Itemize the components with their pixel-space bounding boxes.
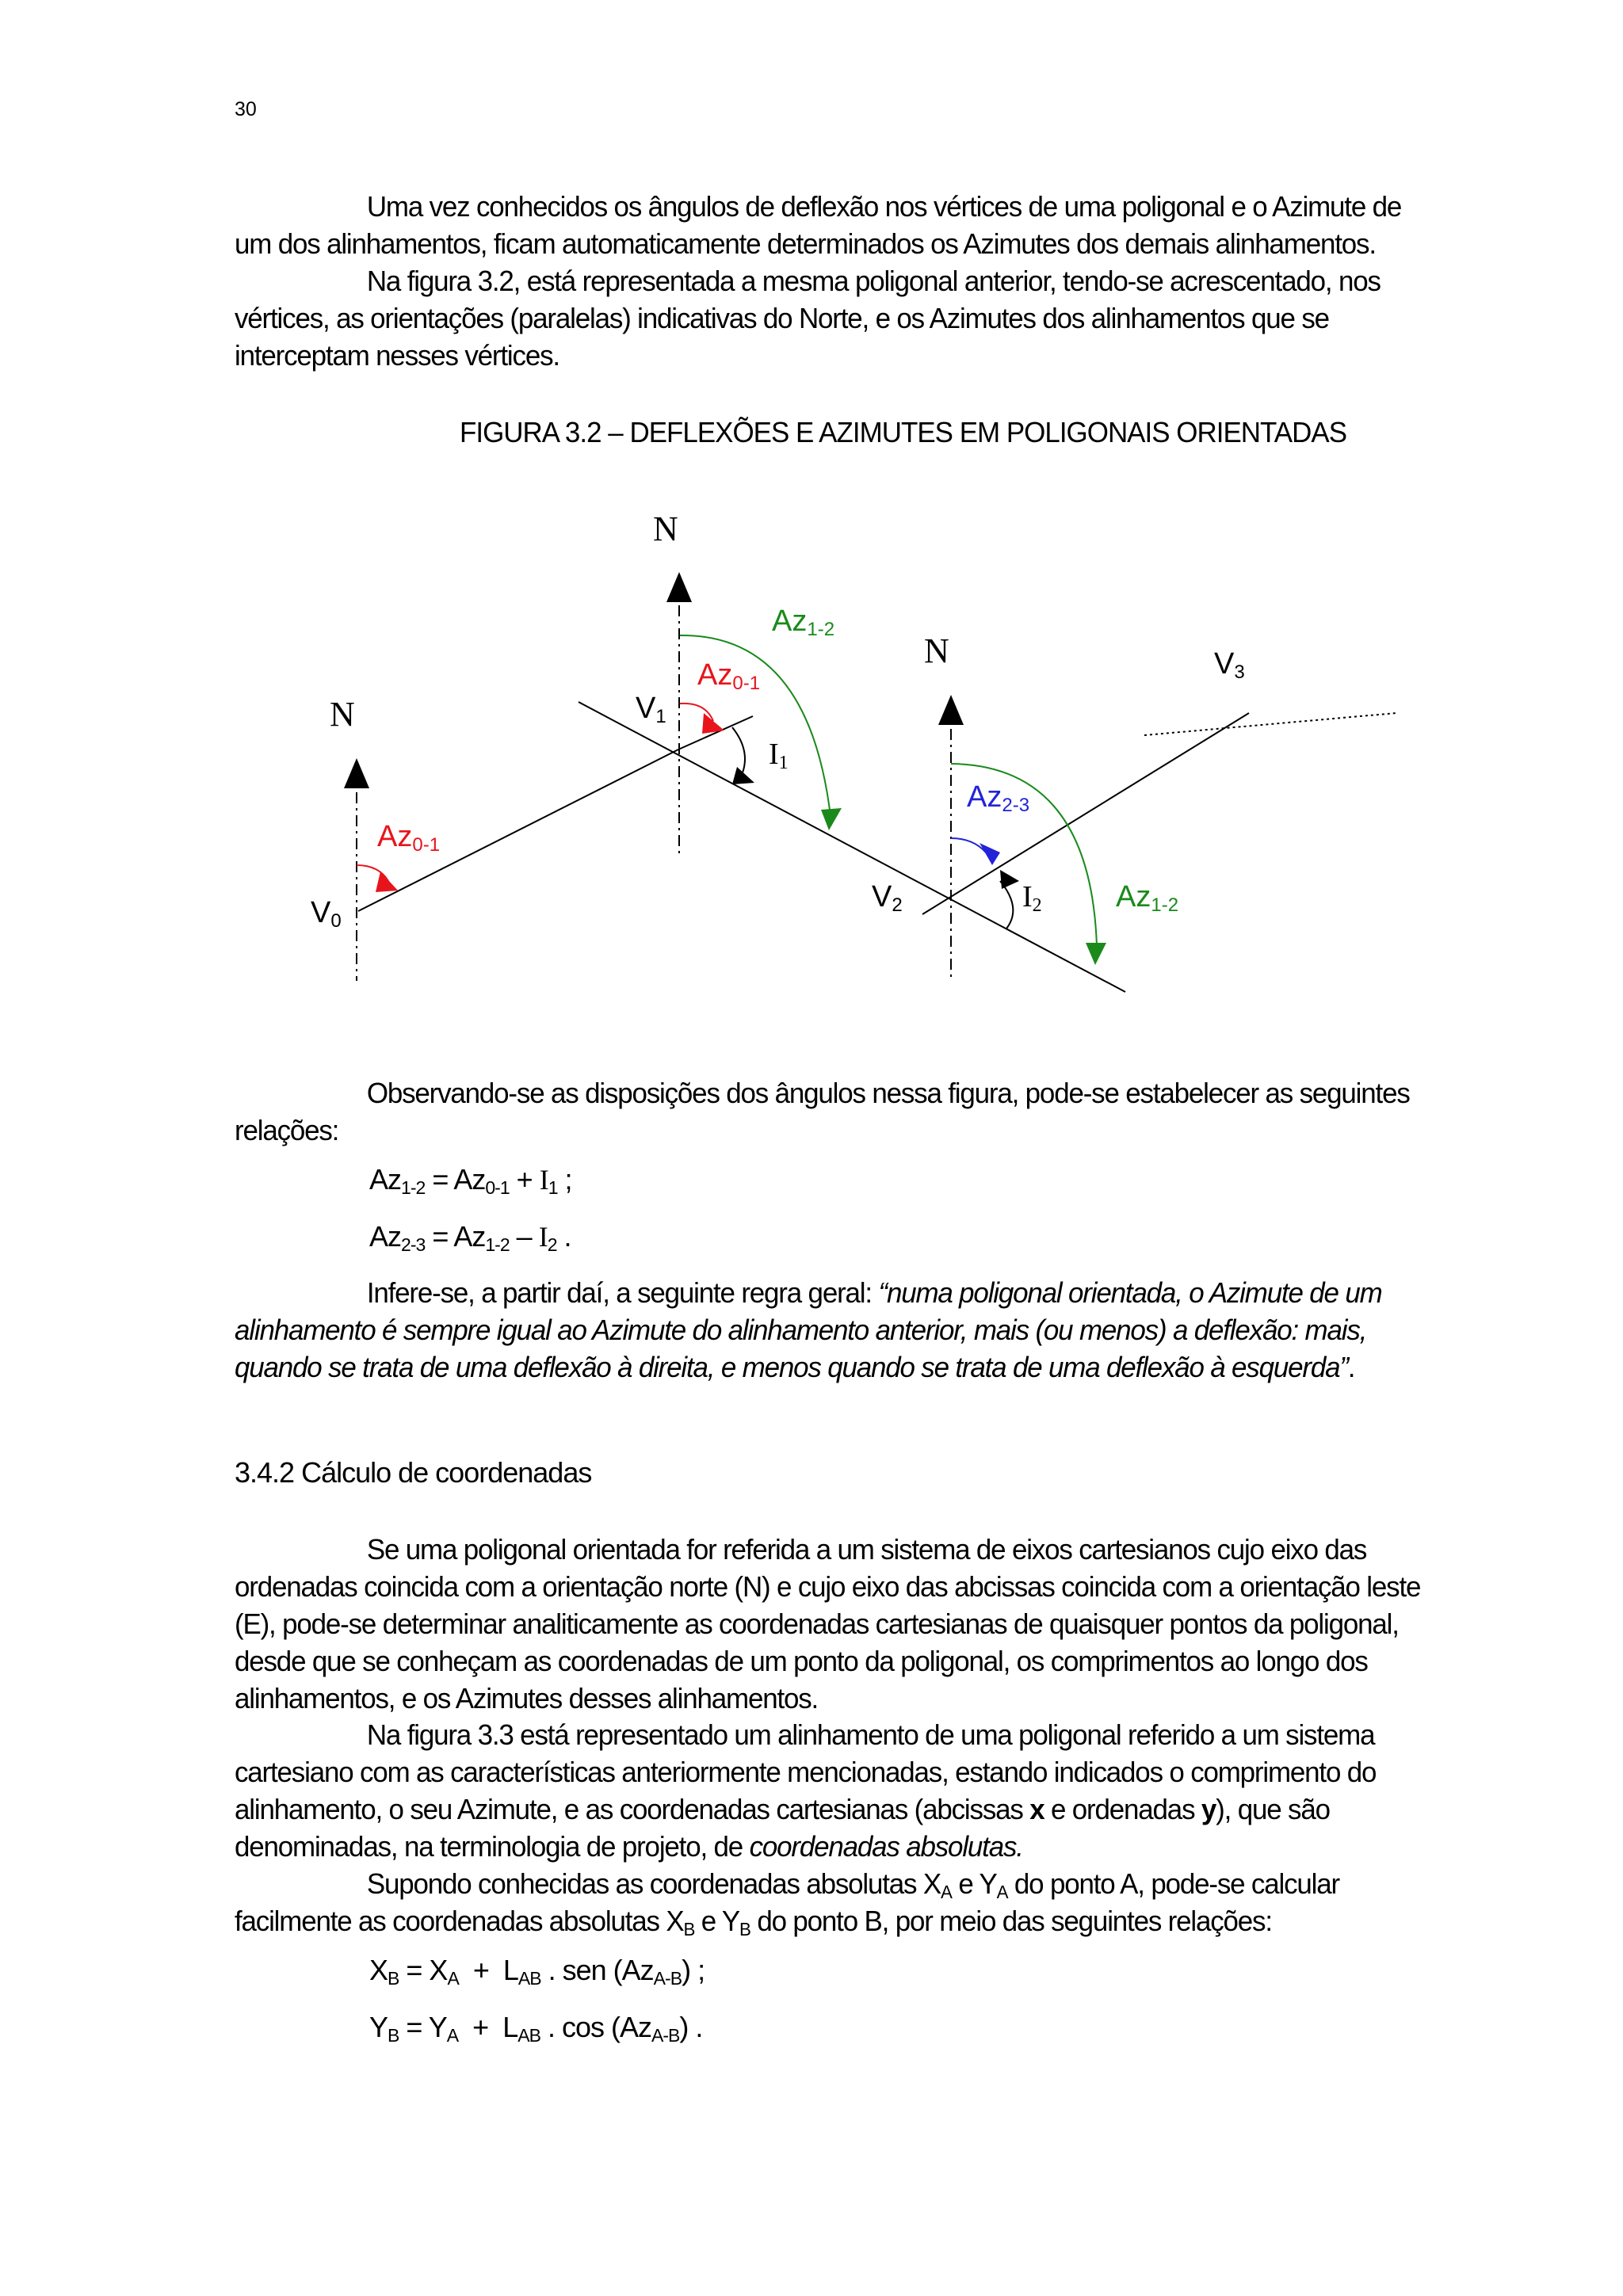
alignment-v2-v3 [922,713,1249,914]
arrow-az23-v2-icon [980,843,1000,865]
label-i2: I2 [1022,880,1042,916]
label-az12-v2: Az1-2 [1116,880,1179,916]
label-az23-v2: Az2-3 [967,780,1030,816]
paragraph-observation: Observando-se as disposições dos ângulos nessa figura, pode-se estabelecer as seguintes relações: [235,1077,1410,1146]
section-heading: 3.4.2 Cálculo de coordenadas [235,1456,592,1489]
vertex-label-v2: V2 [872,880,903,916]
vertex-label-v3: V3 [1214,647,1245,683]
label-i1: I1 [769,738,789,773]
north-arrow-icon [666,572,692,602]
vertex-label-v1: V1 [636,692,666,727]
paragraph-known-coordinates: Supondo conhecidas as coordenadas absolutas $X_A$ e $Y_A$ do ponto A, pode-se calcular facilmente as coordenadas absolutas $X_B$ e $Y_B$ do ponto B, por meio das seguintes relações: [235,1867,1339,1939]
figure-3-2-diagram [0,0,1623,1030]
north-arrow-icon [938,695,964,725]
paragraph-intro: Uma vez conhecidos os ângulos de deflexão nos vértices de uma poligonal e o Azimute de um dos alinhamentos, ficam automaticamente determinados os Azimutes dos demais alinhamentos. [235,190,1402,260]
label-az01-v0: Az0-1 [377,820,441,856]
north-arrow-icon [344,758,369,788]
equation-az12: $Az_{1-2} = Az_{0-1} + I_1$ ; [369,1163,572,1198]
paragraph-figure-ref: Na figura 3.2, está representada a mesma poligonal anterior, tendo-se acrescentado, nos vértices, as orientações (paralelas) indicativas do Norte, e os Azimutes dos alinhamentos que se interceptam nesses vértices. [235,265,1381,372]
figure-caption: FIGURA 3.2 – DEFLEXÕES E AZIMUTES EM POLIGONAIS ORIENTADAS [460,416,1347,448]
arrow-az12-v1-icon [821,808,842,830]
arc-i1 [732,727,745,775]
alignment-v1-v2-extended [579,702,1125,992]
label-az12-v1: Az1-2 [772,605,835,640]
arc-az23-v2 [951,838,986,852]
page-number: 30 [235,98,257,120]
north-label-v2: N [924,631,949,670]
equation-xb: $X_B = X_A + L_{AB}$ . sen $(Az_{A-B})$ ; [369,1954,705,1989]
arrow-i2-icon [1000,870,1019,889]
label-az01-v1: Az0-1 [697,658,761,694]
arrow-az01-v0-icon [376,871,398,892]
vertex-label-v0: V0 [311,896,342,932]
north-label-v0: N [330,695,355,734]
paragraph-coordinates: Se uma poligonal orientada for referida a um sistema de eixos cartesianos cujo eixo das ordenadas coincida com a orientação norte (N) e cujo eixo das abcissas coincida com a orientação leste (E), pode-se determinar analiticamente as coordenadas cartesianas de quaisquer pontos da poligonal, desde que se conheçam as coordenadas de um ponto da poligonal, os comprimentos ao longo dos alinhamentos, e os Azimutes desses alinhamentos. [235,1533,1421,1714]
arrow-az12-v2-icon [1086,943,1106,965]
equation-yb: $Y_B = Y_A + L_{AB}$ . $\cos (Az_{A-B})$ . [369,2011,703,2046]
paragraph-general-rule: Infere-se, a partir daí, a seguinte regra geral: “numa poligonal orientada, o Azimute de um alinhamento é sempre igual ao Azimute do alinhamento anterior, mais (ou menos) a deflexão: mais, quando se trata de uma deflexão à direita, e menos quando se trata de uma deflexão à esquerda”. [235,1276,1382,1383]
alignment-v3-dotted [1144,713,1396,735]
arrow-az01-v1-icon [702,713,724,734]
equation-az23: $Az_{2-3} = Az_{1-2} - I_2$ . [369,1220,571,1255]
paragraph-figure-3-3: Na figura 3.3 está representado um alinhamento de uma poligonal referido a um sistema cartesiano com as características anteriormente mencionadas, estando indicados o comprimento do alinhamento, o seu Azimute, e as coordenadas cartesianas (abcissas x e ordenadas y), que são denominadas, na terminologia de projeto, de coordenadas absolutas. [235,1718,1377,1863]
north-label-v1: N [653,509,678,548]
